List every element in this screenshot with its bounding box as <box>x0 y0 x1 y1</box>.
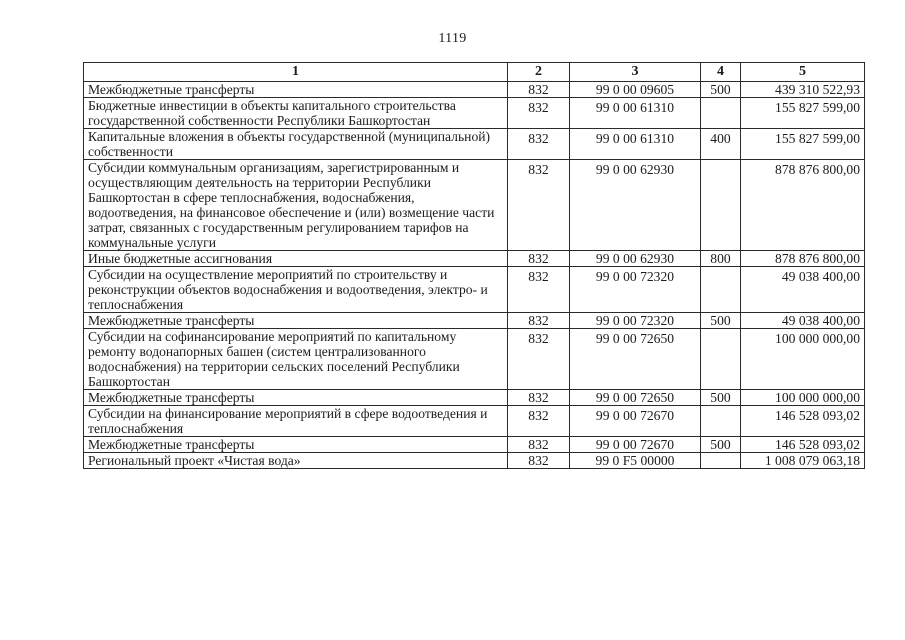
budget-table <box>83 62 865 469</box>
row-name: Субсидии на финансирование мероприятий в сфере водоотведения и теплоснабжения <box>84 406 508 437</box>
row-name: Иные бюджетные ассигнования <box>84 251 508 267</box>
row-code: 99 0 00 09605 <box>570 82 701 98</box>
row-amount: 1 008 079 063,18 <box>741 453 865 469</box>
row-type: 500 <box>701 82 741 98</box>
row-amount: 49 038 400,00 <box>741 267 865 313</box>
table-row <box>84 453 865 469</box>
row-type <box>701 329 741 390</box>
header-row <box>84 63 865 82</box>
row-code: 99 0 00 62930 <box>570 160 701 251</box>
row-code: 99 0 00 62930 <box>570 251 701 267</box>
row-amount: 49 038 400,00 <box>741 313 865 329</box>
row-name: Субсидии коммунальным организациям, зарегистрированным и осуществляющим деятельность на территории Республики Башкортостан в сфере теплоснабжения, водоснабжения, водоотведения, на финансовое обеспечение и (или) возмещение части затрат, связанных с государственным регулированием тарифов на коммунальные услуги <box>84 160 508 251</box>
row-name: Субсидии на осуществление мероприятий по строительству и реконструкции объектов водоснабжения и водоотведения, электро- и теплоснабжения <box>84 267 508 313</box>
page-number: 1119 <box>438 31 467 46</box>
row-code: 99 0 00 72320 <box>570 313 701 329</box>
table-row <box>84 98 865 129</box>
row-code: 99 0 F5 00000 <box>570 453 701 469</box>
table-row <box>84 406 865 437</box>
row-gr: 832 <box>508 129 570 160</box>
row-type: 500 <box>701 437 741 453</box>
row-gr: 832 <box>508 251 570 267</box>
header-col-1: 1 <box>84 63 508 82</box>
row-type: 500 <box>701 390 741 406</box>
row-code: 99 0 00 72650 <box>570 329 701 390</box>
table-row <box>84 313 865 329</box>
row-gr: 832 <box>508 329 570 390</box>
table-row <box>84 329 865 390</box>
row-gr: 832 <box>508 313 570 329</box>
row-amount: 146 528 093,02 <box>741 437 865 453</box>
row-gr: 832 <box>508 437 570 453</box>
row-type <box>701 453 741 469</box>
row-type: 400 <box>701 129 741 160</box>
table-row <box>84 390 865 406</box>
header-col-5: 5 <box>741 63 865 82</box>
row-name: Капитальные вложения в объекты государственной (муниципальной) собственности <box>84 129 508 160</box>
row-type: 800 <box>701 251 741 267</box>
row-gr: 832 <box>508 390 570 406</box>
table-row <box>84 267 865 313</box>
header-col-4: 4 <box>701 63 741 82</box>
table-row <box>84 251 865 267</box>
row-amount: 100 000 000,00 <box>741 329 865 390</box>
row-type <box>701 160 741 251</box>
table-row <box>84 82 865 98</box>
header-col-2: 2 <box>508 63 570 82</box>
table-row <box>84 160 865 251</box>
row-name: Межбюджетные трансферты <box>84 390 508 406</box>
row-name: Субсидии на софинансирование мероприятий по капитальному ремонту водонапорных башен (систем централизованного водоснабжения) на территории сельских поселений Республики Башкортостан <box>84 329 508 390</box>
row-code: 99 0 00 61310 <box>570 129 701 160</box>
row-amount: 155 827 599,00 <box>741 129 865 160</box>
row-amount: 100 000 000,00 <box>741 390 865 406</box>
row-amount: 146 528 093,02 <box>741 406 865 437</box>
row-code: 99 0 00 61310 <box>570 98 701 129</box>
row-type <box>701 98 741 129</box>
table-row <box>84 129 865 160</box>
row-gr: 832 <box>508 453 570 469</box>
header-col-3: 3 <box>570 63 701 82</box>
row-name: Межбюджетные трансферты <box>84 82 508 98</box>
row-code: 99 0 00 72650 <box>570 390 701 406</box>
row-code: 99 0 00 72670 <box>570 437 701 453</box>
row-gr: 832 <box>508 98 570 129</box>
row-amount: 878 876 800,00 <box>741 160 865 251</box>
row-name: Межбюджетные трансферты <box>84 437 508 453</box>
row-gr: 832 <box>508 82 570 98</box>
table-row <box>84 437 865 453</box>
row-type <box>701 267 741 313</box>
row-amount: 439 310 522,93 <box>741 82 865 98</box>
row-code: 99 0 00 72320 <box>570 267 701 313</box>
row-gr: 832 <box>508 406 570 437</box>
row-type <box>701 406 741 437</box>
row-gr: 832 <box>508 267 570 313</box>
row-amount: 155 827 599,00 <box>741 98 865 129</box>
row-name: Региональный проект «Чистая вода» <box>84 453 508 469</box>
row-gr: 832 <box>508 160 570 251</box>
row-amount: 878 876 800,00 <box>741 251 865 267</box>
row-type: 500 <box>701 313 741 329</box>
row-name: Межбюджетные трансферты <box>84 313 508 329</box>
row-code: 99 0 00 72670 <box>570 406 701 437</box>
row-name: Бюджетные инвестиции в объекты капитального строительства государственной собственности Республики Башкортостан <box>84 98 508 129</box>
